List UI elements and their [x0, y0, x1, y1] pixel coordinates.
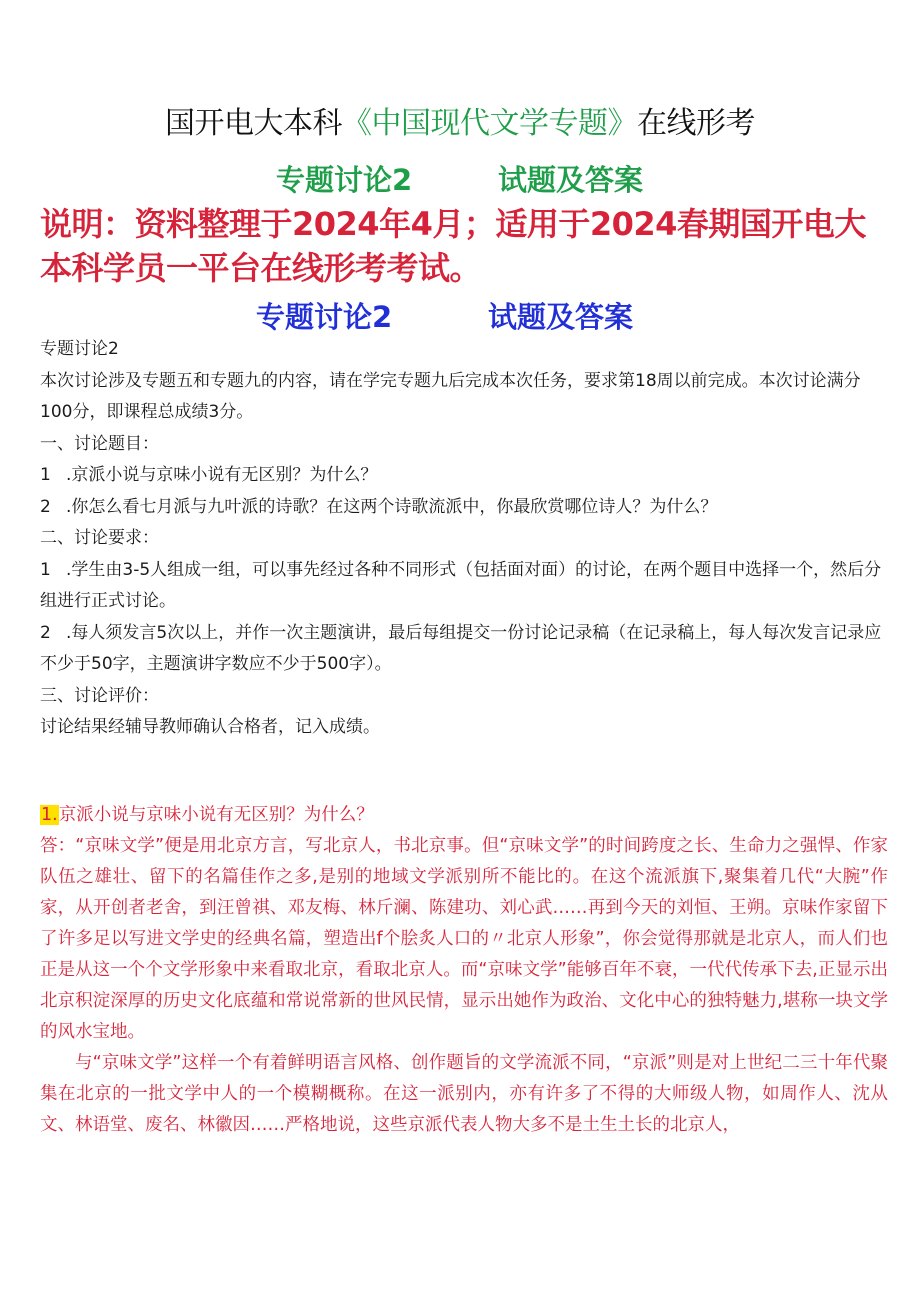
assignment-heading: 专题讨论2 [40, 339, 119, 359]
answer-section [40, 800, 888, 1141]
assignment-intro: 本次讨论涉及专题五和专题九的内容，请在学完专题九后完成本次任务，要求第18周以前完成。本次讨论满分100分，即课程总成绩3分。 [40, 370, 861, 422]
section-topics-title: 一、讨论题目： [40, 433, 159, 454]
question-text: 京派小说与京味小说有无区别？为什么？ [58, 805, 374, 825]
assignment-body [40, 334, 885, 744]
answer-paragraph: 与“京味文学”这样一个有着鲜明语言风格、创作题旨的文学流派不同，“京派”则是对上世纪二三十年代聚集在北京的一批文学中人的一个模糊概称。在这一派别内，亦有许多了不得的大师级人物，如周作人、沈从文、林语堂、废名、林徽因……严格地说，这些京派代表人物大多不是土生土长的北京人， [40, 1053, 888, 1135]
notice-text: 说明：资料整理于2024年4月；适用于2024春期国开电大本科学员一平台在线形考考试。 [40, 205, 866, 287]
title-course: 《中国现代文学专题》 [342, 106, 637, 141]
answer-question [40, 800, 888, 831]
list-item: 1 .京派小说与京味小说有无区别？为什么？ [40, 465, 378, 485]
title-prefix: 国开电大本科 [165, 106, 342, 141]
green-subtitle-left: 专题讨论2 [276, 163, 413, 197]
question-number-highlight: 1. [41, 805, 58, 825]
title-suffix: 在线形考 [637, 106, 755, 141]
section-evaluation-title: 三、讨论评价： [40, 685, 159, 706]
document-title [0, 98, 920, 142]
green-subtitle-right: 试题及答案 [498, 163, 644, 197]
evaluation-text: 讨论结果经辅导教师确认合格者，记入成绩。 [40, 717, 380, 737]
blue-subtitle-right: 试题及答案 [488, 300, 634, 334]
blue-subtitle-left: 专题讨论2 [256, 300, 393, 334]
section-requirements-title: 二、讨论要求： [40, 528, 159, 548]
list-item: 2 .你怎么看七月派与九叶派的诗歌？在这两个诗歌流派中，你最欣赏哪位诗人？为什么？ [40, 496, 718, 517]
list-item: 1 .学生由3-5人组成一组，可以事先经过各种不同形式（包括面对面）的讨论，在两个题目中选择一个，然后分组进行正式讨论。 [40, 559, 882, 611]
answer-paragraph: 答：“京味文学”便是用北京方言，写北京人，书北京事。但“京味文学”的时间跨度之长、生命力之强悍、作家队伍之雄壮、留下的名篇佳作之多,是别的地域文学派别所不能比的。在这个流派旗下,聚集着几代“大腕”作家，从开创者老舍，到汪曾祺、邓友梅、林斤澜、陈建功、刘心武……再到今天的刘恒、王朔。京味作家留下了许多足以写进文学史的经典名篇，塑造出f个脍炙人口的〃北京人形象”，你会觉得那就是北京人，而人们也正是从这一个个文学形象中来看取北京，看取北京人。而“京味文学”能够百年不衰，一代代传承下去,正显示出北京积淀深厚的历史文化底蕴和常说常新的世风民情，显示出她作为政治、文化中心的独特魅力,堪称一块文学的风水宝地。 [40, 836, 888, 1042]
list-item: 2 .每人须发言5次以上，并作一次主题演讲，最后每组提交一份讨论记录稿（在记录稿上，每人每次发言记录应不少于50字，主题演讲字数应不少于500字）。 [40, 622, 882, 674]
